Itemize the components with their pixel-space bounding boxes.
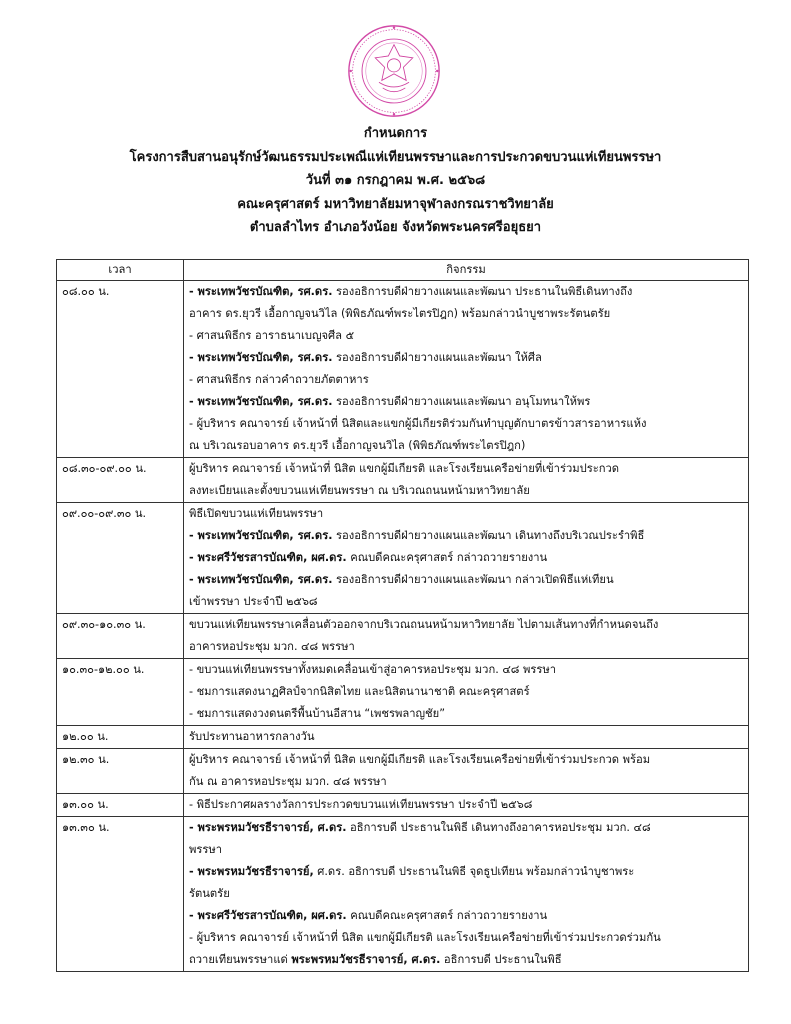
activity-line — [189, 905, 743, 927]
activity-cell — [184, 659, 749, 726]
header-title: กำหนดการ — [363, 126, 428, 141]
activity-line — [189, 591, 743, 613]
activity-text: - พิธีประกาศผลรางวัลการประกวดขบวนแห่เทียนพรรษา ประจำปี ๒๕๖๘ — [189, 798, 533, 811]
activity-text: - ชมการแสดงวงดนตรีพื้นบ้านอีสาน “เพชรพลาญชัย” — [189, 707, 445, 720]
activity-line — [189, 547, 743, 569]
activity-text: รองอธิการบดีฝ่ายวางแผนและพัฒนา ประธานในพิธีเดินทางถึง — [332, 285, 633, 298]
activity-line — [189, 303, 743, 325]
speaker-name: - พระเทพวัชรบัณฑิต, รศ.ดร. — [189, 395, 333, 408]
activity-line — [189, 503, 743, 525]
activity-line — [189, 839, 743, 861]
activity-text: คณบดีคณะครุศาสตร์ กล่าวถวายรายงาน — [346, 909, 548, 922]
speaker-name: พระพรหมวัชรธีราจารย์, ศ.ดร. — [291, 953, 441, 966]
speaker-name: - พระเทพวัชรบัณฑิต, รศ.ดร. — [189, 573, 333, 586]
activity-text: ผู้บริหาร คณาจารย์ เจ้าหน้าที่ นิสิต แขกผู้มีเกียรติ และโรงเรียนเครือข่ายที่เข้าร่วมประกวด — [189, 462, 620, 475]
activity-line — [189, 794, 743, 816]
activity-line — [189, 614, 743, 636]
activity-line — [189, 569, 743, 591]
table-row — [57, 817, 749, 972]
speaker-name: - พระเทพวัชรบัณฑิต, รศ.ดร. — [189, 529, 333, 542]
time-cell: ๑๓.๐๐ น. — [57, 794, 184, 817]
speaker-name: - พระศรีวัชรสารบัณฑิต, ผศ.ดร. — [189, 551, 347, 564]
activity-line — [189, 413, 743, 435]
activity-text: อธิการบดี ประธานในพิธี เดินทางถึงอาคารหอประชุม มวก. ๔๘ — [346, 821, 651, 834]
time-cell: ๑๒.๐๐ น. — [57, 726, 184, 749]
activity-line — [189, 749, 743, 771]
table-row — [57, 726, 749, 749]
activity-line — [189, 883, 743, 905]
activity-line — [189, 949, 743, 971]
activity-line — [189, 726, 743, 748]
table-row — [57, 659, 749, 726]
table-row — [57, 794, 749, 817]
activity-line — [189, 659, 743, 681]
activity-line — [189, 369, 743, 391]
table-row — [57, 749, 749, 794]
table-row — [57, 458, 749, 503]
activity-text: - ผู้บริหาร คณาจารย์ เจ้าหน้าที่ นิสิต แขกผู้มีเกียรติ และโรงเรียนเครือข่ายที่เข้าร่วมประกวดร่วมกัน — [189, 931, 661, 944]
time-cell: ๑๒.๓๐ น. — [57, 749, 184, 794]
time-cell: ๐๘.๓๐-๐๙.๐๐ น. — [57, 458, 184, 503]
column-header-activity: กิจกรรม — [184, 260, 749, 281]
activity-text: - ชมการแสดงนาฏศิลป์จากนิสิตไทย และนิสิตนานาชาติ คณะครุศาสตร์ — [189, 685, 530, 698]
speaker-name: - พระเทพวัชรบัณฑิต, รศ.ดร. — [189, 285, 333, 298]
activity-text: กัน ณ อาคารหอประชุม มวก. ๔๘ พรรษา — [189, 775, 387, 788]
schedule-body — [57, 281, 749, 972]
activity-line — [189, 458, 743, 480]
activity-cell — [184, 749, 749, 794]
time-cell: ๑๓.๓๐ น. — [57, 817, 184, 972]
activity-line — [189, 927, 743, 949]
table-row — [57, 503, 749, 614]
activity-line — [189, 347, 743, 369]
speaker-name: - พระพรหมวัชรธีราจารย์, ศ.ดร. — [189, 821, 347, 834]
activity-text: เข้าพรรษา ประจำปี ๒๕๖๘ — [189, 595, 318, 608]
activity-line — [189, 525, 743, 547]
activity-cell — [184, 817, 749, 972]
activity-text: รับประทานอาหารกลางวัน — [189, 730, 315, 743]
activity-line — [189, 281, 743, 303]
header-date: วันที่ ๓๑ กรกฎาคม พ.ศ. ๒๕๖๘ — [305, 173, 486, 188]
time-cell: ๐๘.๐๐ น. — [57, 281, 184, 458]
activity-text: อธิการบดี ประธานในพิธี — [440, 953, 562, 966]
activity-line — [189, 817, 743, 839]
activity-text: อาคาร ดร.ยุวรี เอื้อกาญจนวิไล (พิพิธภัณฑ์พระไตรปิฎก) พร้อมกล่าวนำบูชาพระรัตนตรัย — [189, 307, 611, 320]
activity-text: - ศาสนพิธีกร กล่าวคำถวายภัตตาหาร — [189, 373, 369, 386]
activity-cell — [184, 726, 749, 749]
activity-cell — [184, 794, 749, 817]
speaker-name: - พระเทพวัชรบัณฑิต, รศ.ดร. — [189, 351, 333, 364]
activity-text: - ศาสนพิธีกร อาราธนาเบญจศีล ๕ — [189, 329, 355, 342]
activity-cell — [184, 458, 749, 503]
activity-text: ผู้บริหาร คณาจารย์ เจ้าหน้าที่ นิสิต แขกผู้มีเกียรติ และโรงเรียนเครือข่ายที่เข้าร่วมประกวด พร้อม — [189, 753, 651, 766]
table-header-row — [57, 260, 749, 281]
activity-line — [189, 391, 743, 413]
activity-text: ลงทะเบียนและตั้งขบวนแห่เทียนพรรษา ณ บริเวณถนนหน้ามหาวิทยาลัย — [189, 484, 530, 497]
table-row — [57, 281, 749, 458]
activity-line — [189, 703, 743, 725]
column-header-time: เวลา — [57, 260, 184, 281]
activity-text: พิธีเปิดขบวนแห่เทียนพรรษา — [189, 507, 324, 520]
activity-line — [189, 681, 743, 703]
activity-text: รองอธิการบดีฝ่ายวางแผนและพัฒนา อนุโมทนาให้พร — [332, 395, 591, 408]
activity-text: รองอธิการบดีฝ่ายวางแผนและพัฒนา ให้ศีล — [332, 351, 542, 364]
activity-line — [189, 480, 743, 502]
university-seal-logo — [347, 24, 441, 118]
header-faculty: คณะครุศาสตร์ มหาวิทยาลัยมหาจุฬาลงกรณราชวิทยาลัย — [237, 196, 554, 212]
speaker-name: - พระศรีวัชรสารบัณฑิต, ผศ.ดร. — [189, 909, 347, 922]
activity-line — [189, 636, 743, 658]
activity-text: ณ บริเวณรอบอาคาร ดร.ยุวรี เอื้อกาญจนวิไล (พิพิธภัณฑ์พระไตรปิฎก) — [189, 439, 526, 452]
activity-text: รองอธิการบดีฝ่ายวางแผนและพัฒนา เดินทางถึงบริเวณประรำพิธี — [332, 529, 645, 542]
activity-text: รัตนตรัย — [189, 887, 230, 900]
table-row — [57, 614, 749, 659]
activity-text: พรรษา — [189, 843, 223, 856]
activity-text: รองอธิการบดีฝ่ายวางแผนและพัฒนา กล่าวเปิดพิธีแห่เทียน — [332, 573, 614, 586]
header-location: ตำบลลำไทร อำเภอวังน้อย จังหวัดพระนครศรีอยุธยา — [249, 220, 542, 235]
time-cell: ๐๙.๓๐-๑๐.๓๐ น. — [57, 614, 184, 659]
time-cell: ๑๐.๓๐-๑๒.๐๐ น. — [57, 659, 184, 726]
header-project-name: โครงการสืบสานอนุรักษ์วัฒนธรรมประเพณีแห่เทียนพรรษาและการประกวดขบวนแห่เทียนพรรษา — [129, 149, 662, 165]
document-header — [40, 122, 751, 240]
activity-cell — [184, 281, 749, 458]
activity-line — [189, 325, 743, 347]
activity-text: ศ.ดร. อธิการบดี ประธานในพิธี จุดธูปเทียน พร้อมกล่าวนำบูชาพระ — [313, 865, 635, 878]
activity-text: ขบวนแห่เทียนพรรษาเคลื่อนตัวออกจากบริเวณถนนหน้ามหาวิทยาลัย ไปตามเส้นทางที่กำหนดจนถึง — [189, 618, 659, 631]
activity-text: - ผู้บริหาร คณาจารย์ เจ้าหน้าที่ นิสิตและแขกผู้มีเกียรติร่วมกันทำบุญตักบาตรข้าวสารอาหารแห้ง — [189, 417, 647, 430]
activity-line — [189, 861, 743, 883]
speaker-name: - พระพรหมวัชรธีราจารย์, — [189, 865, 314, 878]
activity-cell — [184, 503, 749, 614]
activity-text: อาคารหอประชุม มวก. ๔๘ พรรษา — [189, 640, 355, 653]
activity-text: คณบดีคณะครุศาสตร์ กล่าวถวายรายงาน — [346, 551, 548, 564]
activity-cell — [184, 614, 749, 659]
activity-line — [189, 771, 743, 793]
activity-text: ถวายเทียนพรรษาแด่ — [189, 953, 292, 966]
time-cell: ๐๙.๐๐-๐๙.๓๐ น. — [57, 503, 184, 614]
schedule-table — [56, 259, 749, 972]
activity-line — [189, 435, 743, 457]
activity-text: - ขบวนแห่เทียนพรรษาทั้งหมดเคลื่อนเข้าสู่อาคารหอประชุม มวก. ๔๘ พรรษา — [189, 663, 557, 676]
